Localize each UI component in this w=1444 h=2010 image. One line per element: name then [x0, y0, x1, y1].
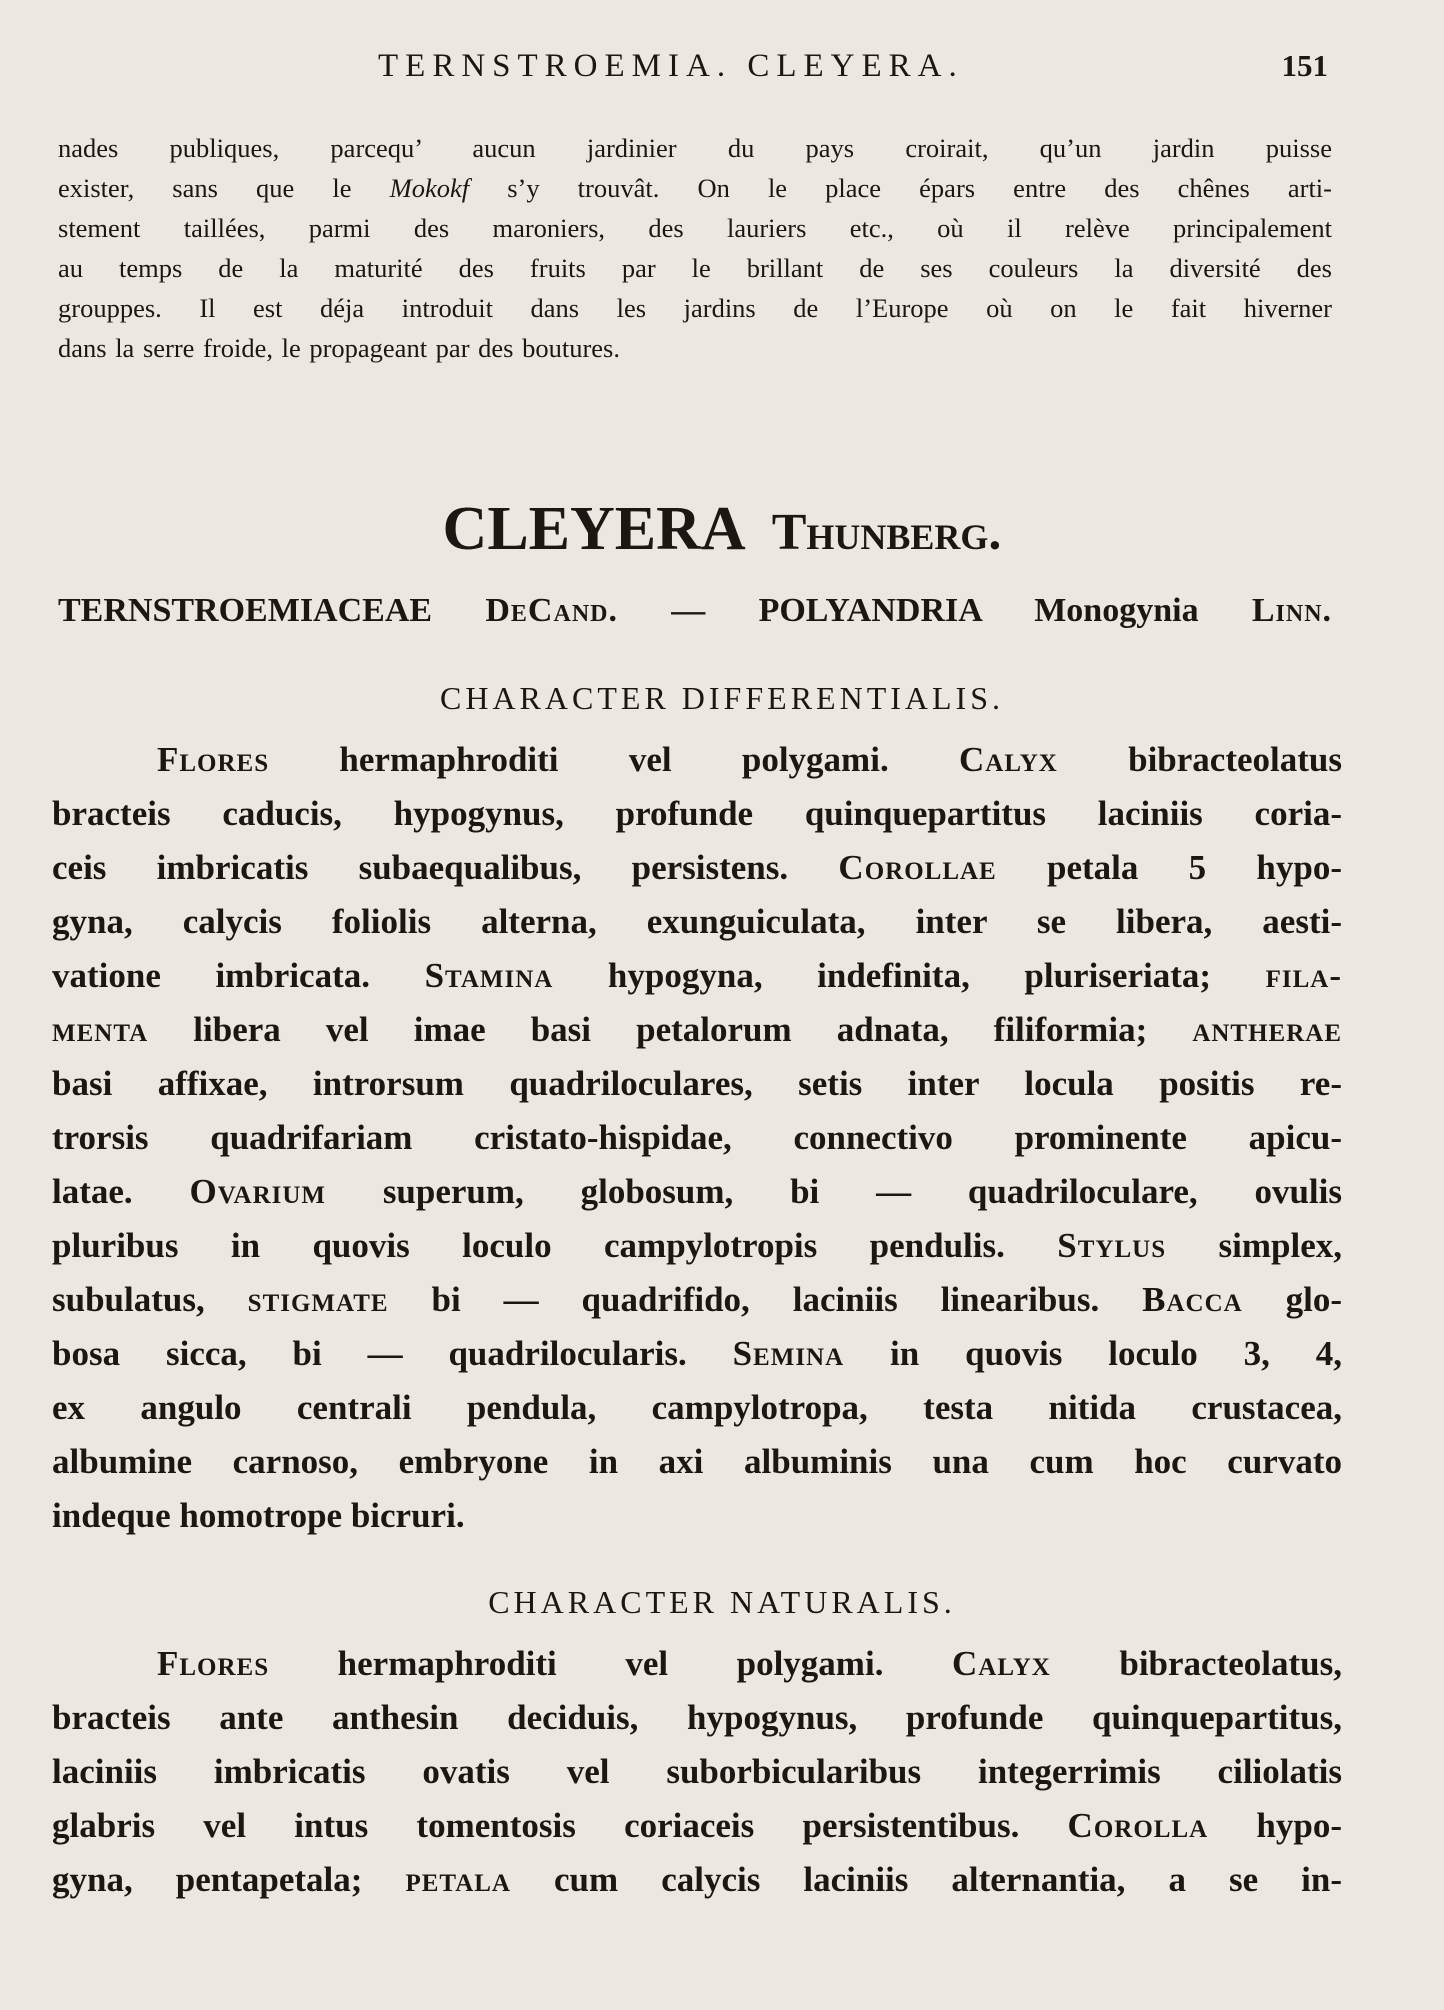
- naturalis-paragraph: [52, 1637, 1342, 1907]
- small-caps-term: Ovarium: [189, 1172, 327, 1211]
- page-number: 151: [1281, 48, 1328, 83]
- small-caps-term: Semina: [732, 1334, 845, 1373]
- intro-paragraph: [58, 128, 1332, 368]
- text-line: [52, 1273, 1342, 1327]
- text-run: bracteis ante anthesin deciduis, hypogynus, profunde quinquepartitus,: [52, 1698, 1342, 1737]
- intro-line: stement taillées, parmi des maroniers, des lauriers etc., où il relève principalement: [58, 213, 1332, 243]
- text-line: [52, 1435, 1342, 1489]
- text-run: laciniis imbricatis ovatis vel suborbicularibus integerrimis ciliolatis: [52, 1752, 1342, 1791]
- text-run: gyna, calycis foliolis alterna, exunguiculata, inter se libera, aesti-: [52, 902, 1342, 941]
- text-line: [52, 1637, 1342, 1691]
- text-line: [52, 733, 1342, 787]
- intro-line: grouppes. Il est déja introduit dans les jardins de l’Europe où on le fait hiverner: [58, 293, 1332, 323]
- text-line: [52, 1219, 1342, 1273]
- class-name: POLYANDRIA: [758, 592, 981, 629]
- text-run: ceis imbricatis subaequalibus, persistens.: [52, 848, 839, 887]
- text-line: [52, 1003, 1342, 1057]
- dash: —: [671, 592, 706, 629]
- text-line: [52, 1327, 1342, 1381]
- family-name: TERNSTROEMIACEAE: [58, 592, 433, 629]
- small-caps-term: menta: [52, 1010, 149, 1049]
- text-line: [52, 1381, 1342, 1435]
- small-caps-term: petala: [405, 1860, 511, 1899]
- text-line: [52, 1745, 1342, 1799]
- text-line: [52, 1853, 1342, 1907]
- text-run: libera vel imae basi petalorum adnata, filiformia;: [148, 1010, 1193, 1049]
- text-run: cum calycis laciniis alternantia, a se in-: [511, 1860, 1343, 1899]
- text-line: [52, 895, 1342, 949]
- running-head: [58, 48, 1328, 88]
- small-caps-term: Bacca: [1142, 1280, 1243, 1319]
- text-line: [52, 1489, 1342, 1543]
- small-caps-term: Corolla: [1067, 1806, 1209, 1845]
- text-run: bibracteolatus: [1057, 740, 1343, 779]
- text-run: in quovis loculo 3, 4,: [844, 1334, 1342, 1373]
- text-run: petala 5 hypo-: [996, 848, 1342, 887]
- text-line: [52, 787, 1342, 841]
- small-caps-term: stigmate: [247, 1280, 389, 1319]
- genus-heading: [0, 494, 1444, 568]
- text-run: glo-: [1242, 1280, 1342, 1319]
- genus-name: CLEYERA: [442, 495, 746, 563]
- family-author: DeCand.: [485, 592, 618, 629]
- small-caps-term: fila-: [1265, 956, 1342, 995]
- text-run: ex angulo centrali pendula, campylotropa, testa nitida crustacea,: [52, 1388, 1342, 1427]
- intro-line: exister, sans que le Mokokf s’y trouvât. On le place épars entre des chênes arti-: [58, 173, 1332, 203]
- small-caps-term: Flores: [157, 1644, 270, 1683]
- small-caps-term: Stylus: [1057, 1226, 1167, 1265]
- text-run: bi — quadrifido, laciniis linearibus.: [388, 1280, 1143, 1319]
- small-caps-term: Flores: [157, 740, 270, 779]
- text-run: simplex,: [1166, 1226, 1342, 1265]
- small-caps-term: Calyx: [952, 1644, 1051, 1683]
- text-run: superum, globosum, bi — quadriloculare, ovulis: [326, 1172, 1342, 1211]
- text-run: glabris vel intus tomentosis coriaceis persistentibus.: [52, 1806, 1068, 1845]
- text-run: albumine carnoso, embryone in axi albuminis una cum hoc curvato: [52, 1442, 1342, 1481]
- differential-paragraph: [52, 733, 1342, 1543]
- text-run: bracteis caducis, hypogynus, profunde quinquepartitus laciniis coria-: [52, 794, 1342, 833]
- text-line: [52, 1111, 1342, 1165]
- text-line: [52, 1799, 1342, 1853]
- text-run: hermaphroditi vel polygami.: [269, 1644, 952, 1683]
- text-run: trorsis quadrifariam cristato-hispidae, connectivo prominente apicu-: [52, 1118, 1342, 1157]
- small-caps-term: antherae: [1192, 1010, 1342, 1049]
- intro-line: au temps de la maturité des fruits par le brillant de ses couleurs la diversité des: [58, 253, 1332, 283]
- text-run: gyna, pentapetala;: [52, 1860, 406, 1899]
- genus-author: Thunberg.: [771, 504, 1002, 561]
- text-run: hermaphroditi vel polygami.: [269, 740, 959, 779]
- small-caps-term: Stamina: [424, 956, 554, 995]
- italic-word: Mokokf: [389, 173, 470, 203]
- text-run: basi affixae, introrsum quadriloculares, setis inter locula positis re-: [52, 1064, 1342, 1103]
- text-line: [52, 949, 1342, 1003]
- text-run: bosa sicca, bi — quadrilocularis.: [52, 1334, 733, 1373]
- text-run: bibracteolatus,: [1050, 1644, 1343, 1683]
- text-run: pluribus in quovis loculo campylotropis pendulis.: [52, 1226, 1058, 1265]
- intro-line: nades publiques, parcequ’ aucun jardinier du pays croirait, qu’un jardin puisse: [58, 133, 1332, 163]
- running-title: TERNSTROEMIA. CLEYERA.: [378, 48, 964, 84]
- section-heading-naturalis: CHARACTER NATURALIS.: [488, 1584, 956, 1620]
- small-caps-term: Corollae: [838, 848, 997, 887]
- small-caps-term: Calyx: [959, 740, 1058, 779]
- intro-line: dans la serre froide, le propageant par des boutures.: [58, 333, 620, 363]
- classification-line: [58, 590, 1332, 632]
- text-run: indeque homotrope bicruri.: [52, 1496, 465, 1535]
- text-line: [52, 841, 1342, 895]
- text-line: [52, 1691, 1342, 1745]
- text-run: hypo-: [1208, 1806, 1342, 1845]
- text-run: hypogyna, indefinita, pluriseriata;: [553, 956, 1266, 995]
- text-run: subulatus,: [52, 1280, 248, 1319]
- text-line: [52, 1057, 1342, 1111]
- order-name: Monogynia: [1034, 592, 1199, 629]
- section-heading-differentialis: CHARACTER DIFFERENTIALIS.: [439, 680, 1004, 716]
- text-run: vatione imbricata.: [52, 956, 425, 995]
- order-author: Linn.: [1251, 592, 1333, 629]
- text-line: [52, 1165, 1342, 1219]
- text-run: latae.: [52, 1172, 190, 1211]
